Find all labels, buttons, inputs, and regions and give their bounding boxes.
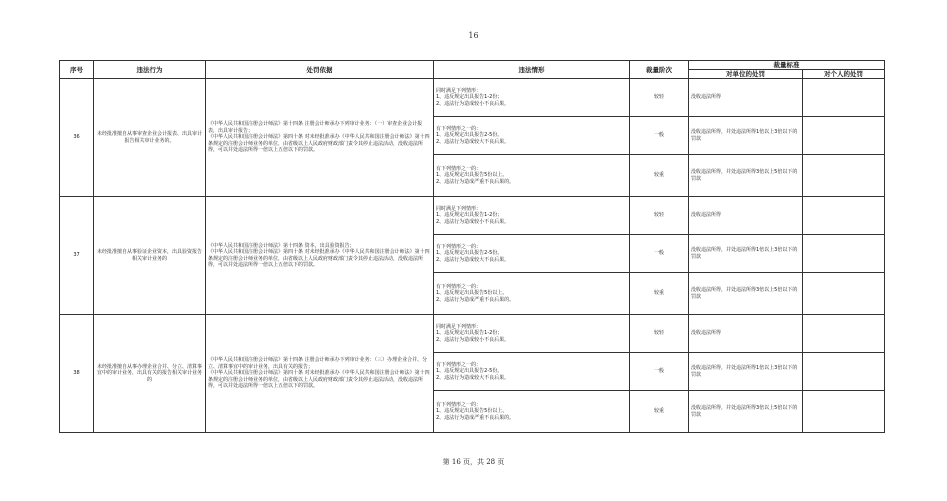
cell-level: 较重 xyxy=(630,273,689,315)
cell-basis: 《中华人民共和国注册会计师法》第十四条 注册会计师承办下列审计业务：（三）办理企业合并、分立、清算事宜中的审计业务，出具有关的报告； 《中华人民共和国注册会计师法》第四十条 对未经批准承办《中华人民共和国注册会计师法》第十四条规定的注册会计师业务的单位，由省级以上人民政府财政部门责令其停止违法活动，没收违法所得，可以并处违法所得一倍以上五倍以下的罚款。 xyxy=(206,315,434,433)
table-body xyxy=(60,79,885,433)
cell-unit-penalty: 没收违法所得 xyxy=(689,79,803,117)
cell-person-penalty xyxy=(803,391,885,433)
cell-person-penalty xyxy=(803,79,885,117)
header-level: 裁量阶次 xyxy=(630,61,689,79)
cell-person-penalty xyxy=(803,197,885,235)
page-number: 16 xyxy=(468,31,479,40)
cell-level: 较重 xyxy=(630,155,689,197)
cell-circumstance: 有下列情形之一的： 1、违反规定出具报告2-5份。 2、违法行为造成较大不良后果。 xyxy=(434,117,630,155)
cell-circumstance: 有下列情形之一的： 1、违反规定出具报告5份以上。 2、违法行为造成严重不良后果的。 xyxy=(434,391,630,433)
cell-act: 未经批准擅自从事验证企业资本，出具验资报告相关审计业务的 xyxy=(94,197,206,315)
cell-seq: 36 xyxy=(60,79,94,197)
cell-unit-penalty: 没收违法所得，并处违法所得3倍以上5倍以下的罚款 xyxy=(689,273,803,315)
cell-level: 一般 xyxy=(630,117,689,155)
header-to-unit: 对单位的处罚 xyxy=(689,70,803,79)
header-standard: 裁量标准 xyxy=(689,61,885,70)
penalty-table xyxy=(59,60,885,433)
cell-level: 一般 xyxy=(630,353,689,391)
cell-circumstance: 同时满足下列情形： 1、违反规定出具报告1-2份； 2、违法行为造成较小不良后果。 xyxy=(434,197,630,235)
cell-unit-penalty: 没收违法所得 xyxy=(689,315,803,353)
cell-seq: 37 xyxy=(60,197,94,315)
cell-act: 未经批准擅自从事审查企业会计报表、出具审计报告相关审计业务的。 xyxy=(94,79,206,197)
cell-circumstance: 同时满足下列情形： 1、违反规定出具报告1-2份； 2、违法行为造成较小不良后果。 xyxy=(434,315,630,353)
cell-basis: 《中华人民共和国注册会计师法》第十四条 注册会计师承办下列审计业务：（一）审查企业会计报表，出具审计报告； 《中华人民共和国注册会计师法》第四十条 对未经批准承办《中华人民共和国注册会计师法》第十四条规定的注册会计师业务的单位，由省级以上人民政府财政部门责令其停止违法活动，没收违法所得，可以并处违法所得一倍以上五倍以下的罚款。 xyxy=(206,79,434,197)
header-basis: 处罚依据 xyxy=(206,61,434,79)
cell-person-penalty xyxy=(803,117,885,155)
cell-circumstance: 有下列情形之一的： 1、违反规定出具报告5份以上。 2、违法行为造成严重不良后果的。 xyxy=(434,155,630,197)
cell-unit-penalty: 没收违法所得，并处违法所得1倍以上3倍以下的罚款 xyxy=(689,353,803,391)
cell-person-penalty xyxy=(803,315,885,353)
table-row xyxy=(60,315,885,353)
cell-level: 较轻 xyxy=(630,315,689,353)
cell-level: 较轻 xyxy=(630,197,689,235)
table-row xyxy=(60,197,885,235)
page-footer: 第 16 页，共 28 页 xyxy=(442,458,505,466)
cell-person-penalty xyxy=(803,235,885,273)
cell-basis: 《中华人民共和国注册会计师法》第十四条 资本，出具验资报告； 《中华人民共和国注册会计师法》第四十条 对未经批准承办《中华人民共和国注册会计师法》第十四条规定的注册会计师业务的单位，由省级以上人民政府财政部门责令其停止违法活动，没收违法所得，可以并处违法所得一倍以上五倍以下的罚款。 xyxy=(206,197,434,315)
cell-level: 较重 xyxy=(630,391,689,433)
cell-unit-penalty: 没收违法所得，并处违法所得1倍以上3倍以下的罚款 xyxy=(689,117,803,155)
table-row xyxy=(60,79,885,117)
cell-circumstance: 同时满足下列情形： 1、违反规定出具报告1-2份； 2、违法行为造成较小不良后果。 xyxy=(434,79,630,117)
header-to-person: 对个人的处罚 xyxy=(803,70,885,79)
cell-unit-penalty: 没收违法所得，并处违法所得3倍以上5倍以下的罚款 xyxy=(689,391,803,433)
header-seq: 序号 xyxy=(60,61,94,79)
cell-circumstance: 有下列情形之一的： 1、违反规定出具报告2-5份。 2、违法行为造成较大不良后果。 xyxy=(434,353,630,391)
cell-circumstance: 有下列情形之一的： 1、违反规定出具报告5份以上。 2、违法行为造成严重不良后果的。 xyxy=(434,273,630,315)
cell-circumstance: 有下列情形之一的： 1、违反规定出具报告2-5份。 2、违法行为造成较大不良后果。 xyxy=(434,235,630,273)
cell-level: 一般 xyxy=(630,235,689,273)
cell-person-penalty xyxy=(803,273,885,315)
cell-act: 未经批准擅自从事办理企业合并、分立、清算事宜中的审计业务，出具有关的报告相关审计业务的 xyxy=(94,315,206,433)
cell-person-penalty xyxy=(803,353,885,391)
header-act: 违法行为 xyxy=(94,61,206,79)
cell-person-penalty xyxy=(803,155,885,197)
cell-unit-penalty: 没收违法所得，并处违法所得1倍以上3倍以下的罚款 xyxy=(689,235,803,273)
cell-level: 较轻 xyxy=(630,79,689,117)
cell-unit-penalty: 没收违法所得，并处违法所得3倍以上5倍以下的罚款 xyxy=(689,155,803,197)
cell-seq: 38 xyxy=(60,315,94,433)
cell-unit-penalty: 没收违法所得 xyxy=(689,197,803,235)
header-circumstance: 违法情形 xyxy=(434,61,630,79)
